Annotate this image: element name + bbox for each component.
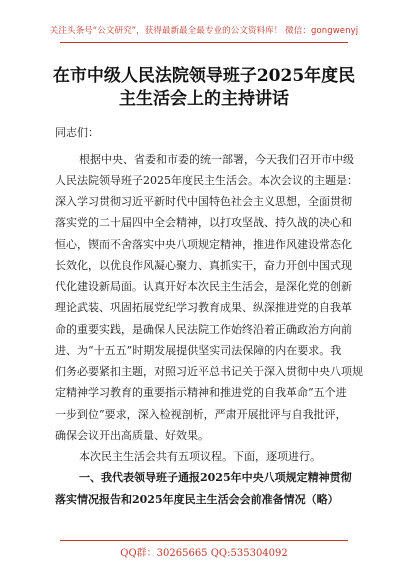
agenda-heading-line: 落实情况报告和2025年度民主生活会会前准备情况（略） <box>55 493 339 506</box>
document-title-line-2: 主生活会上的主持讲话 <box>119 89 289 109</box>
header-divider <box>60 42 348 43</box>
agenda-heading-line: 一、我代表领导班子通报2025年中央八项规定精神贯彻 <box>79 471 352 484</box>
paragraph-line: 理论武装、巩固拓展党纪学习教育成果、纵深推进党的自我革 <box>55 301 352 314</box>
paragraph-line: 们务必要紧扣主题，对照习近平总书记关于深入贯彻中央八项规 <box>55 365 363 378</box>
paragraph-line: 深入学习贯彻习近平新时代中国特色社会主义思想，全面贯彻 <box>55 195 352 208</box>
paragraph-line: 长效化，以优良作风凝心聚力、真抓实干，奋力开创中国式现 <box>55 259 352 272</box>
paragraph-line: 定精神学习教育的重要指示精神和推进党的自我革命“五个进 <box>55 386 347 399</box>
paragraph-line: 人民法院领导班子2025年度民主生活会。本次会议的主题是： <box>55 174 358 187</box>
paragraph-line: 代化建设新局面。认真开好本次民主生活会，是深化党的创新 <box>55 280 352 293</box>
paragraph-line: 命的重要实践，是确保人民法院工作始终沿着正确政治方向前 <box>55 323 352 336</box>
paragraph-line: 进、为“十五五”时期发展提供坚实司法保障的内在要求。我 <box>55 344 342 357</box>
paragraph-line: 本次民主生活会共有五项议程。下面，逐项进行。 <box>79 450 321 463</box>
paragraph-line: 恒心，锲而不舍落实中央八项规定精神，推进作风建设常态化 <box>55 238 352 251</box>
document-title-line-1: 在市中级人民法院领导班子2025年度民 <box>52 66 356 86</box>
paragraph-line: 一步到位”要求，深入检视剖析，严肃开展批评与自我批评， <box>55 408 347 421</box>
paragraph-line: 根据中央、省委和市委的统一部署，今天我们召开市中级 <box>79 153 354 166</box>
salutation: 同志们： <box>55 126 99 139</box>
footer-note: QQ群：30265665 QQ:535304092 <box>120 548 288 559</box>
footer-divider <box>60 540 348 541</box>
paragraph-line: 确保会议开出高质量、好效果。 <box>55 429 209 442</box>
paragraph-line: 落实党的二十届四中全会精神，以打攻坚战、持久战的决心和 <box>55 216 352 229</box>
header-note: 关注头条号“公文研究”，获得最新最全最专业的公文资料库！ 微信：gongwenyj <box>49 26 359 36</box>
